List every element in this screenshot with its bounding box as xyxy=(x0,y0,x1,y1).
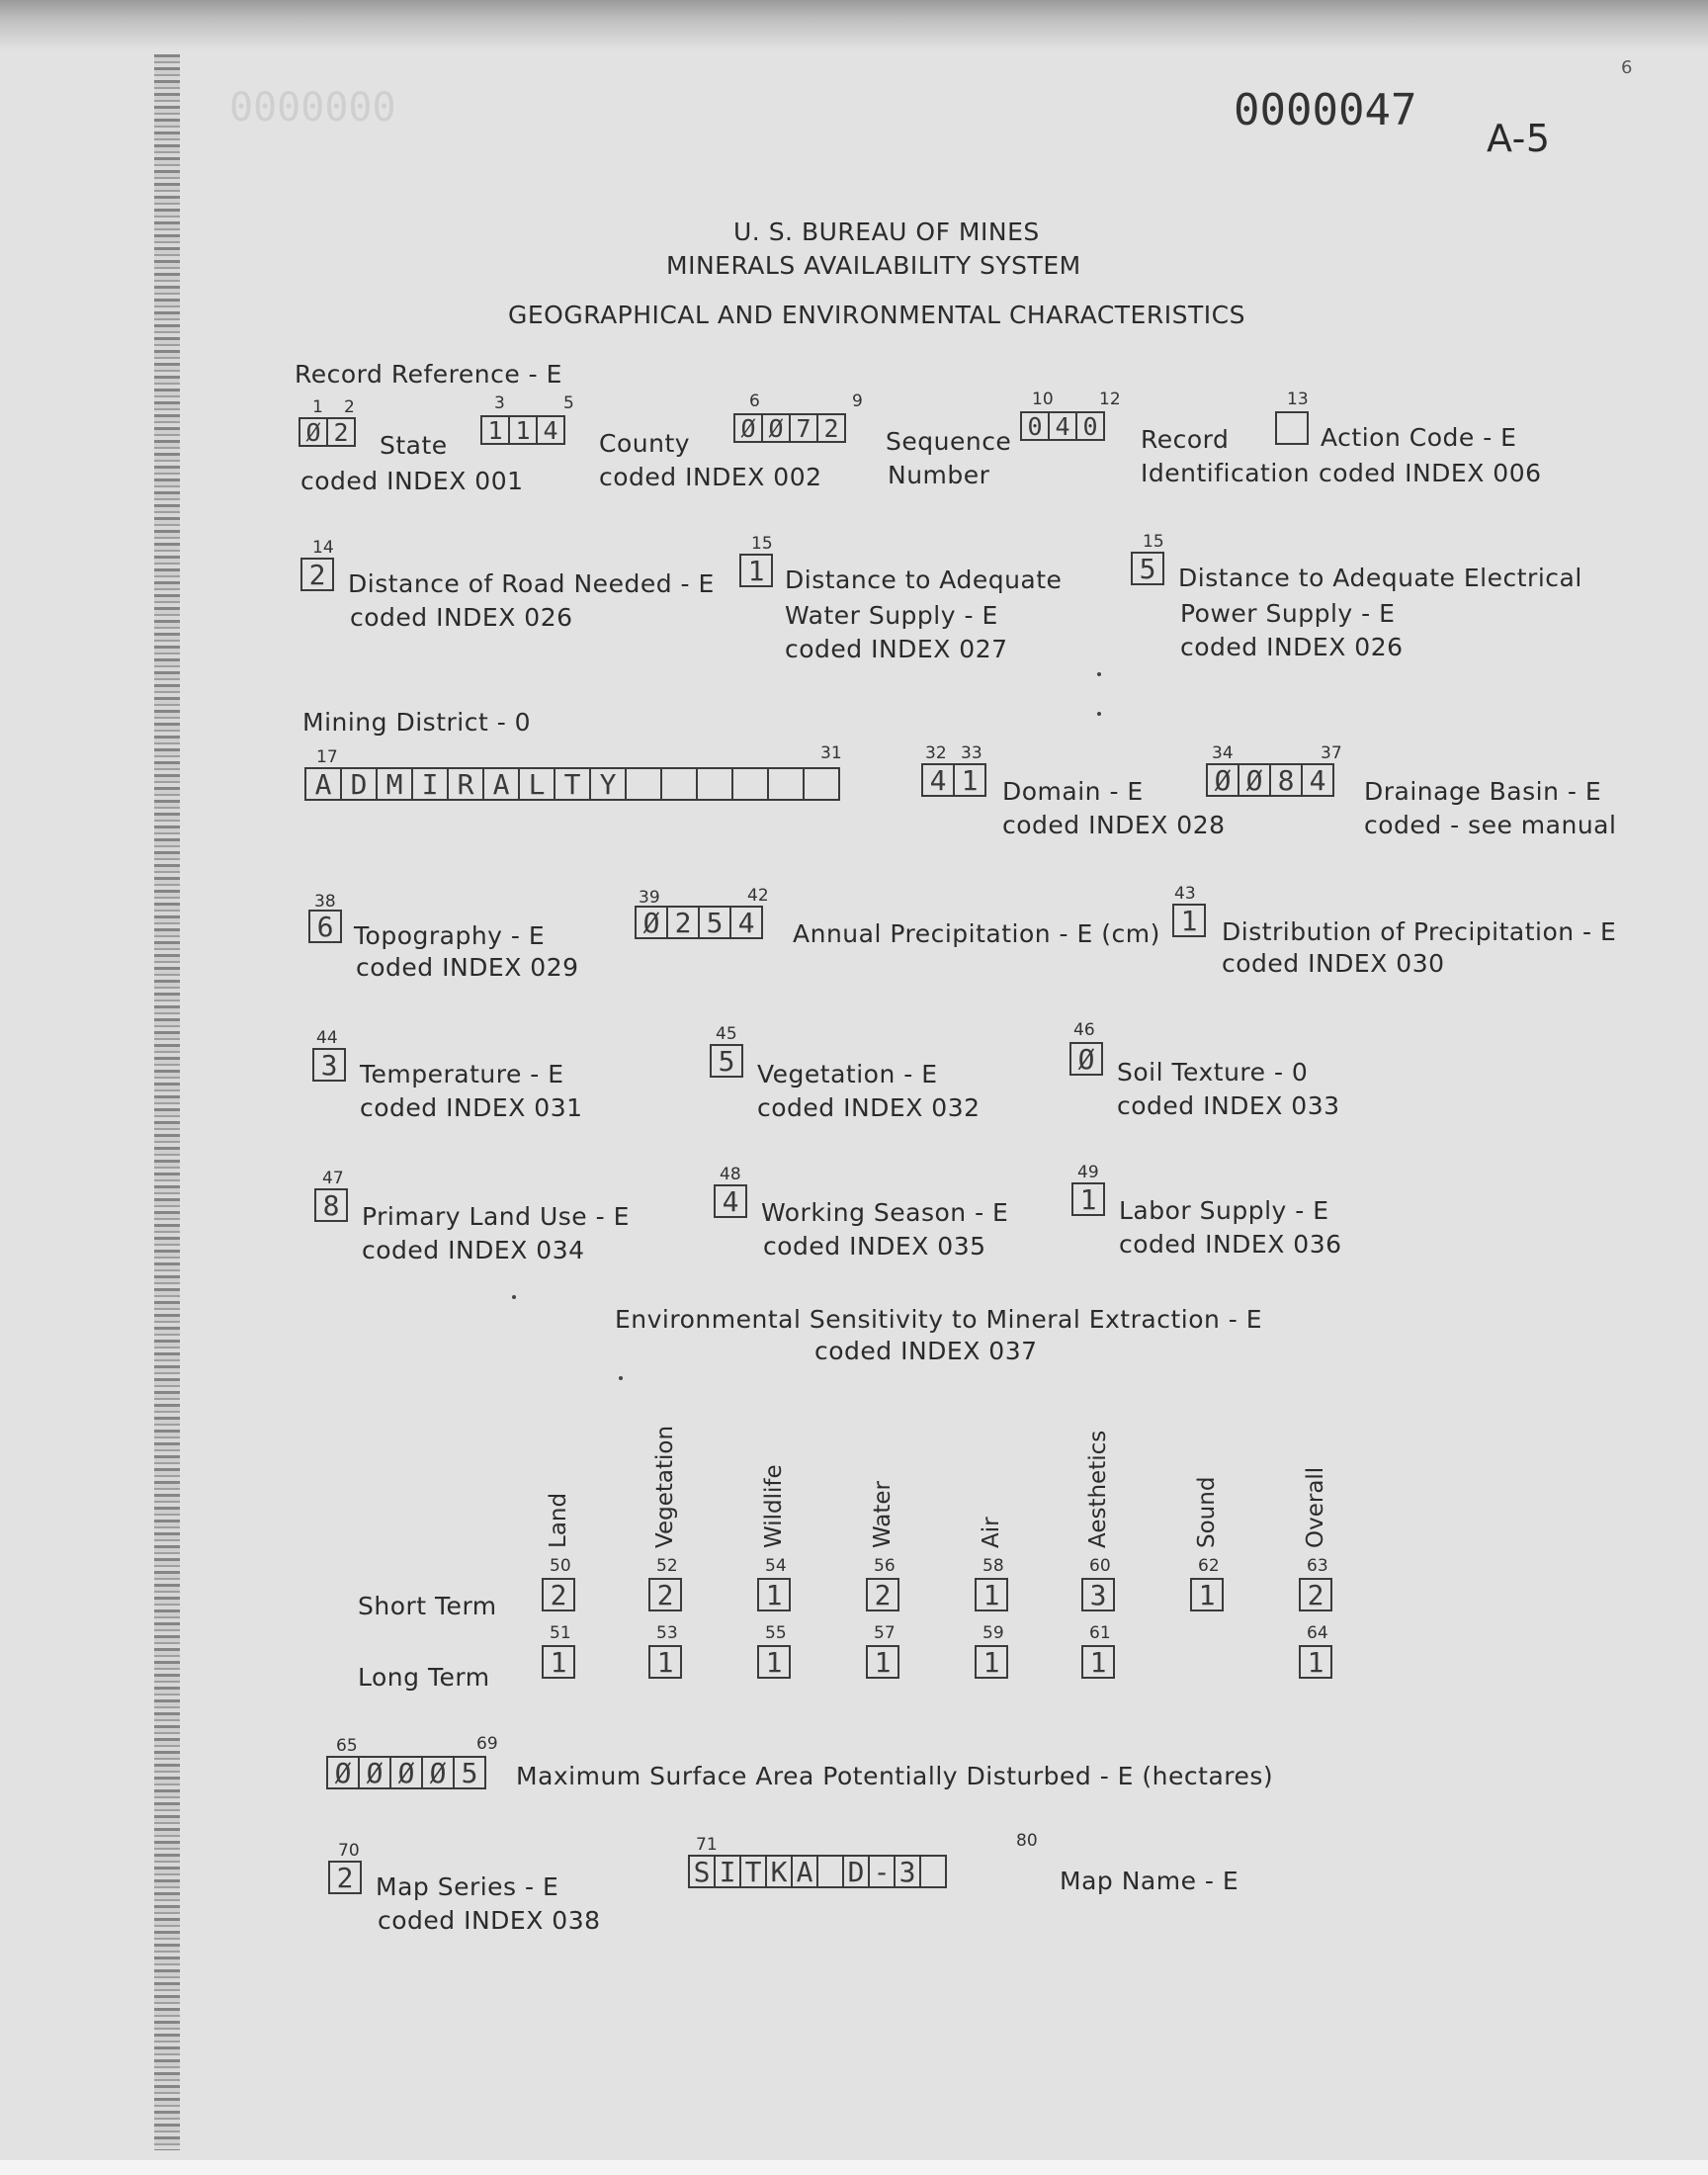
code-cell: A xyxy=(791,1855,818,1888)
code-cell: Ø xyxy=(1238,763,1271,797)
domain-sub: coded INDEX 028 xyxy=(1002,811,1226,839)
working-season-box xyxy=(714,1184,745,1218)
road-distance-sub: coded INDEX 026 xyxy=(350,603,573,632)
code-cell xyxy=(816,1855,844,1888)
code-cell: Ø xyxy=(635,906,668,939)
col-number: 80 xyxy=(1016,1831,1038,1851)
col-number: 61 xyxy=(1089,1623,1111,1643)
sequence-sub: Number xyxy=(888,461,990,489)
sensitivity-column-label: Land xyxy=(546,1492,571,1548)
power-distance-box xyxy=(1131,552,1162,585)
code-cell: 5 xyxy=(1131,552,1164,585)
col-number: 49 xyxy=(1077,1163,1099,1182)
code-cell: 1 xyxy=(975,1578,1008,1611)
col-number: 57 xyxy=(874,1623,896,1643)
col-number: 53 xyxy=(656,1623,678,1643)
code-cell: 3 xyxy=(1081,1578,1115,1611)
soil-texture-label: Soil Texture - 0 xyxy=(1117,1058,1309,1087)
code-cell: 1 xyxy=(757,1578,791,1611)
col-number: 56 xyxy=(874,1556,896,1576)
sensitivity-column-label: Vegetation xyxy=(652,1425,678,1548)
record-id-boxes xyxy=(1020,411,1103,441)
code-cell: Ø xyxy=(358,1756,391,1789)
water-distance-box xyxy=(739,554,771,587)
mining-district-boxes xyxy=(304,767,838,801)
col-number: 6 xyxy=(749,392,760,411)
sensitivity-box xyxy=(542,1578,573,1611)
code-cell: K xyxy=(765,1855,793,1888)
map-series-sub: coded INDEX 038 xyxy=(378,1906,601,1935)
labor-supply-sub: coded INDEX 036 xyxy=(1119,1230,1342,1259)
code-cell xyxy=(625,767,662,801)
col-number: 55 xyxy=(765,1623,787,1643)
domain-boxes xyxy=(921,763,984,797)
sensitivity-box xyxy=(866,1578,897,1611)
action-code-label: Action Code - E xyxy=(1321,423,1517,452)
code-cell: 4 xyxy=(714,1184,747,1218)
col-number: 50 xyxy=(550,1556,571,1576)
sensitivity-box xyxy=(975,1578,1006,1611)
col-number: 60 xyxy=(1089,1556,1111,1576)
water-distance-label: Distance to Adequate xyxy=(785,566,1063,594)
code-cell: 2 xyxy=(866,1578,899,1611)
code-cell: 1 xyxy=(1299,1645,1332,1679)
code-cell: 1 xyxy=(1172,904,1206,937)
precipitation-distribution-label: Distribution of Precipitation - E xyxy=(1222,917,1617,946)
drainage-basin-boxes xyxy=(1206,763,1332,797)
col-number: 48 xyxy=(720,1165,741,1184)
scan-speck xyxy=(619,1376,623,1380)
sensitivity-box xyxy=(648,1645,680,1679)
col-number: 33 xyxy=(961,743,982,763)
code-cell: 4 xyxy=(921,763,955,797)
code-cell: S xyxy=(688,1855,716,1888)
labor-supply-label: Labor Supply - E xyxy=(1119,1196,1329,1225)
sensitivity-column-label: Air xyxy=(979,1517,1004,1548)
sensitivity-box xyxy=(866,1645,897,1679)
code-cell xyxy=(696,767,733,801)
vegetation-label: Vegetation - E xyxy=(757,1060,938,1088)
scan-binding-edge xyxy=(154,54,180,2150)
sensitivity-box xyxy=(1299,1578,1330,1611)
code-cell: 1 xyxy=(648,1645,682,1679)
code-cell: 3 xyxy=(312,1048,346,1082)
code-cell: D xyxy=(842,1855,870,1888)
power-distance-label: Distance to Adequate Electrical xyxy=(1178,564,1582,592)
power-distance-label-2: Power Supply - E xyxy=(1180,599,1396,628)
code-cell: 4 xyxy=(1048,411,1077,441)
annual-precipitation-label: Annual Precipitation - E (cm) xyxy=(793,919,1160,948)
col-number: 58 xyxy=(982,1556,1004,1576)
col-number: 52 xyxy=(656,1556,678,1576)
land-use-box xyxy=(314,1188,346,1222)
code-cell: 1 xyxy=(866,1645,899,1679)
soil-texture-box xyxy=(1069,1042,1101,1076)
col-number: 38 xyxy=(314,892,336,912)
col-number: 46 xyxy=(1073,1020,1095,1040)
code-cell: 4 xyxy=(1301,763,1334,797)
col-number: 62 xyxy=(1198,1556,1220,1576)
county-code-boxes xyxy=(480,415,563,445)
state-label: State xyxy=(380,431,448,460)
code-cell: 8 xyxy=(1269,763,1303,797)
sensitivity-box xyxy=(1190,1578,1222,1611)
topography-sub: coded INDEX 029 xyxy=(356,953,579,982)
code-cell: 2 xyxy=(326,417,356,447)
county-label: County xyxy=(599,429,691,458)
col-number: 51 xyxy=(550,1623,571,1643)
sensitivity-column-label: Water xyxy=(870,1481,896,1548)
topography-label: Topography - E xyxy=(354,921,546,950)
code-cell xyxy=(1275,411,1309,445)
col-number: 45 xyxy=(716,1024,737,1044)
faint-document-number: 0000000 xyxy=(229,85,396,130)
col-number: 34 xyxy=(1212,743,1234,763)
sensitivity-box xyxy=(1081,1645,1113,1679)
vegetation-box xyxy=(710,1044,741,1078)
col-number: 1 xyxy=(312,397,323,417)
col-number: 37 xyxy=(1321,743,1342,763)
sensitivity-box xyxy=(542,1645,573,1679)
surface-area-boxes xyxy=(326,1756,484,1789)
title-line-1: U. S. BUREAU OF MINES xyxy=(733,218,1040,246)
scan-speck xyxy=(1097,712,1101,716)
surface-area-label: Maximum Surface Area Potentially Disturbed - E (hectares) xyxy=(516,1762,1274,1790)
scan-speck xyxy=(1097,672,1101,676)
corner-mark: 6 xyxy=(1621,57,1633,78)
code-cell: T xyxy=(739,1855,767,1888)
record-sub: Identification xyxy=(1141,459,1310,487)
col-number: 9 xyxy=(852,392,863,411)
state-sub: coded INDEX 001 xyxy=(300,467,524,495)
topography-box xyxy=(308,910,340,943)
code-cell: Ø xyxy=(389,1756,423,1789)
drainage-basin-sub: coded - see manual xyxy=(1364,811,1617,839)
temperature-sub: coded INDEX 031 xyxy=(360,1093,583,1122)
record-label: Record xyxy=(1141,425,1230,454)
vegetation-sub: coded INDEX 032 xyxy=(757,1093,981,1122)
code-cell xyxy=(767,767,805,801)
sensitivity-box xyxy=(648,1578,680,1611)
col-number: 14 xyxy=(312,538,334,558)
page-code: A-5 xyxy=(1487,117,1551,160)
sensitivity-column-label: Sound xyxy=(1194,1476,1220,1548)
code-cell: 1 xyxy=(480,415,510,445)
col-number: 32 xyxy=(925,743,947,763)
code-cell xyxy=(660,767,698,801)
land-use-sub: coded INDEX 034 xyxy=(362,1236,585,1264)
col-number: 43 xyxy=(1174,884,1196,904)
col-number: 15 xyxy=(751,534,773,554)
scan-speck xyxy=(512,1295,516,1299)
code-cell: 5 xyxy=(453,1756,486,1789)
code-cell: I xyxy=(411,767,449,801)
code-cell: Ø xyxy=(733,413,763,443)
code-cell: 1 xyxy=(953,763,986,797)
col-number: 10 xyxy=(1032,390,1054,409)
sensitivity-box xyxy=(1299,1645,1330,1679)
map-series-label: Map Series - E xyxy=(376,1872,559,1901)
code-cell: Ø xyxy=(1206,763,1239,797)
domain-label: Domain - E xyxy=(1002,777,1144,806)
sensitivity-box xyxy=(757,1578,789,1611)
code-cell: 1 xyxy=(757,1645,791,1679)
working-season-sub: coded INDEX 035 xyxy=(763,1232,986,1261)
code-cell: 5 xyxy=(710,1044,743,1078)
mining-district-label: Mining District - 0 xyxy=(302,708,532,737)
road-distance-box xyxy=(300,558,332,591)
code-cell: 2 xyxy=(816,413,846,443)
document-number: 0000047 xyxy=(1234,85,1417,135)
col-number: 63 xyxy=(1307,1556,1328,1576)
power-distance-sub: coded INDEX 026 xyxy=(1180,633,1404,661)
col-number: 5 xyxy=(563,393,574,413)
col-number: 47 xyxy=(322,1169,344,1188)
title-line-2: MINERALS AVAILABILITY SYSTEM xyxy=(666,251,1081,280)
sequence-code-boxes xyxy=(733,413,844,443)
sensitivity-box xyxy=(975,1645,1006,1679)
code-cell: 1 xyxy=(1081,1645,1115,1679)
code-cell: 1 xyxy=(508,415,538,445)
code-cell: 2 xyxy=(328,1861,362,1894)
code-cell: 4 xyxy=(729,906,763,939)
col-number: 54 xyxy=(765,1556,787,1576)
code-cell: 1 xyxy=(1071,1182,1105,1216)
action-code-sub: coded INDEX 006 xyxy=(1319,459,1542,487)
road-distance-label: Distance of Road Needed - E xyxy=(348,569,715,598)
col-number: 2 xyxy=(344,397,355,417)
code-cell: 1 xyxy=(739,554,773,587)
code-cell xyxy=(731,767,769,801)
col-number: 17 xyxy=(316,747,338,767)
code-cell: A xyxy=(304,767,342,801)
code-cell: 2 xyxy=(1299,1578,1332,1611)
code-cell: 1 xyxy=(975,1645,1008,1679)
code-cell: T xyxy=(554,767,591,801)
col-number: 70 xyxy=(338,1841,360,1861)
code-cell: Y xyxy=(589,767,627,801)
col-number: 44 xyxy=(316,1028,338,1048)
col-number: 42 xyxy=(747,886,769,906)
code-cell: 4 xyxy=(536,415,565,445)
code-cell: 2 xyxy=(300,558,334,591)
col-number: 69 xyxy=(476,1734,498,1754)
col-number: 71 xyxy=(696,1835,718,1855)
code-cell: D xyxy=(340,767,378,801)
temperature-label: Temperature - E xyxy=(360,1060,564,1088)
code-cell: 3 xyxy=(894,1855,921,1888)
col-number: 12 xyxy=(1099,390,1121,409)
action-code-box xyxy=(1275,411,1307,445)
short-term-label: Short Term xyxy=(358,1592,497,1620)
county-sub: coded INDEX 002 xyxy=(599,463,822,491)
long-term-label: Long Term xyxy=(358,1663,490,1692)
code-cell: L xyxy=(518,767,555,801)
sensitivity-column-label: Wildlife xyxy=(761,1464,787,1548)
code-cell: 1 xyxy=(542,1645,575,1679)
scan-bottom-edge xyxy=(0,2160,1708,2175)
code-cell: 6 xyxy=(308,910,342,943)
annual-precipitation-boxes xyxy=(635,906,761,939)
code-cell: - xyxy=(868,1855,896,1888)
code-cell: 0 xyxy=(1020,411,1050,441)
soil-texture-sub: coded INDEX 033 xyxy=(1117,1091,1340,1120)
code-cell: 7 xyxy=(789,413,818,443)
map-name-label: Map Name - E xyxy=(1060,1867,1239,1895)
code-cell: Ø xyxy=(299,417,328,447)
state-code-boxes xyxy=(299,417,354,447)
col-number: 59 xyxy=(982,1623,1004,1643)
code-cell xyxy=(919,1855,947,1888)
code-cell xyxy=(803,767,840,801)
col-number: 65 xyxy=(336,1736,358,1756)
col-number: 39 xyxy=(639,888,660,908)
sensitivity-column-label: Overall xyxy=(1303,1466,1328,1548)
precipitation-distribution-box xyxy=(1172,904,1204,937)
col-number: 31 xyxy=(820,743,842,763)
code-cell: R xyxy=(447,767,484,801)
water-distance-label-2: Water Supply - E xyxy=(785,601,998,630)
code-cell: 1 xyxy=(1190,1578,1224,1611)
title-line-3: GEOGRAPHICAL AND ENVIRONMENTAL CHARACTERISTICS xyxy=(508,301,1245,329)
working-season-label: Working Season - E xyxy=(761,1198,1009,1227)
map-name-boxes xyxy=(688,1855,945,1888)
labor-supply-box xyxy=(1071,1182,1103,1216)
code-cell: Ø xyxy=(326,1756,360,1789)
code-cell: Ø xyxy=(421,1756,455,1789)
precipitation-distribution-sub: coded INDEX 030 xyxy=(1222,949,1445,978)
code-cell: A xyxy=(482,767,520,801)
sensitivity-column-label: Aesthetics xyxy=(1085,1430,1111,1548)
map-series-box xyxy=(328,1861,360,1894)
code-cell: 2 xyxy=(648,1578,682,1611)
sequence-label: Sequence xyxy=(886,427,1012,456)
code-cell: 2 xyxy=(666,906,700,939)
temperature-box xyxy=(312,1048,344,1082)
water-distance-sub: coded INDEX 027 xyxy=(785,635,1008,663)
col-number: 64 xyxy=(1307,1623,1328,1643)
sensitivity-box xyxy=(1081,1578,1113,1611)
sensitivity-title: Environmental Sensitivity to Mineral Extraction - E xyxy=(615,1305,1263,1334)
code-cell: Ø xyxy=(1069,1042,1103,1076)
code-cell: I xyxy=(714,1855,741,1888)
land-use-label: Primary Land Use - E xyxy=(362,1202,630,1231)
sensitivity-sub: coded INDEX 037 xyxy=(814,1337,1038,1365)
scan-top-edge xyxy=(0,0,1708,51)
code-cell: 0 xyxy=(1075,411,1105,441)
col-number: 15 xyxy=(1143,532,1164,552)
sensitivity-box xyxy=(757,1645,789,1679)
record-reference-label: Record Reference - E xyxy=(295,360,562,389)
col-number: 13 xyxy=(1287,390,1309,409)
code-cell: 2 xyxy=(542,1578,575,1611)
code-cell: 5 xyxy=(698,906,731,939)
col-number: 3 xyxy=(494,393,505,413)
code-cell: Ø xyxy=(761,413,791,443)
code-cell: M xyxy=(376,767,413,801)
drainage-basin-label: Drainage Basin - E xyxy=(1364,777,1602,806)
code-cell: 8 xyxy=(314,1188,348,1222)
